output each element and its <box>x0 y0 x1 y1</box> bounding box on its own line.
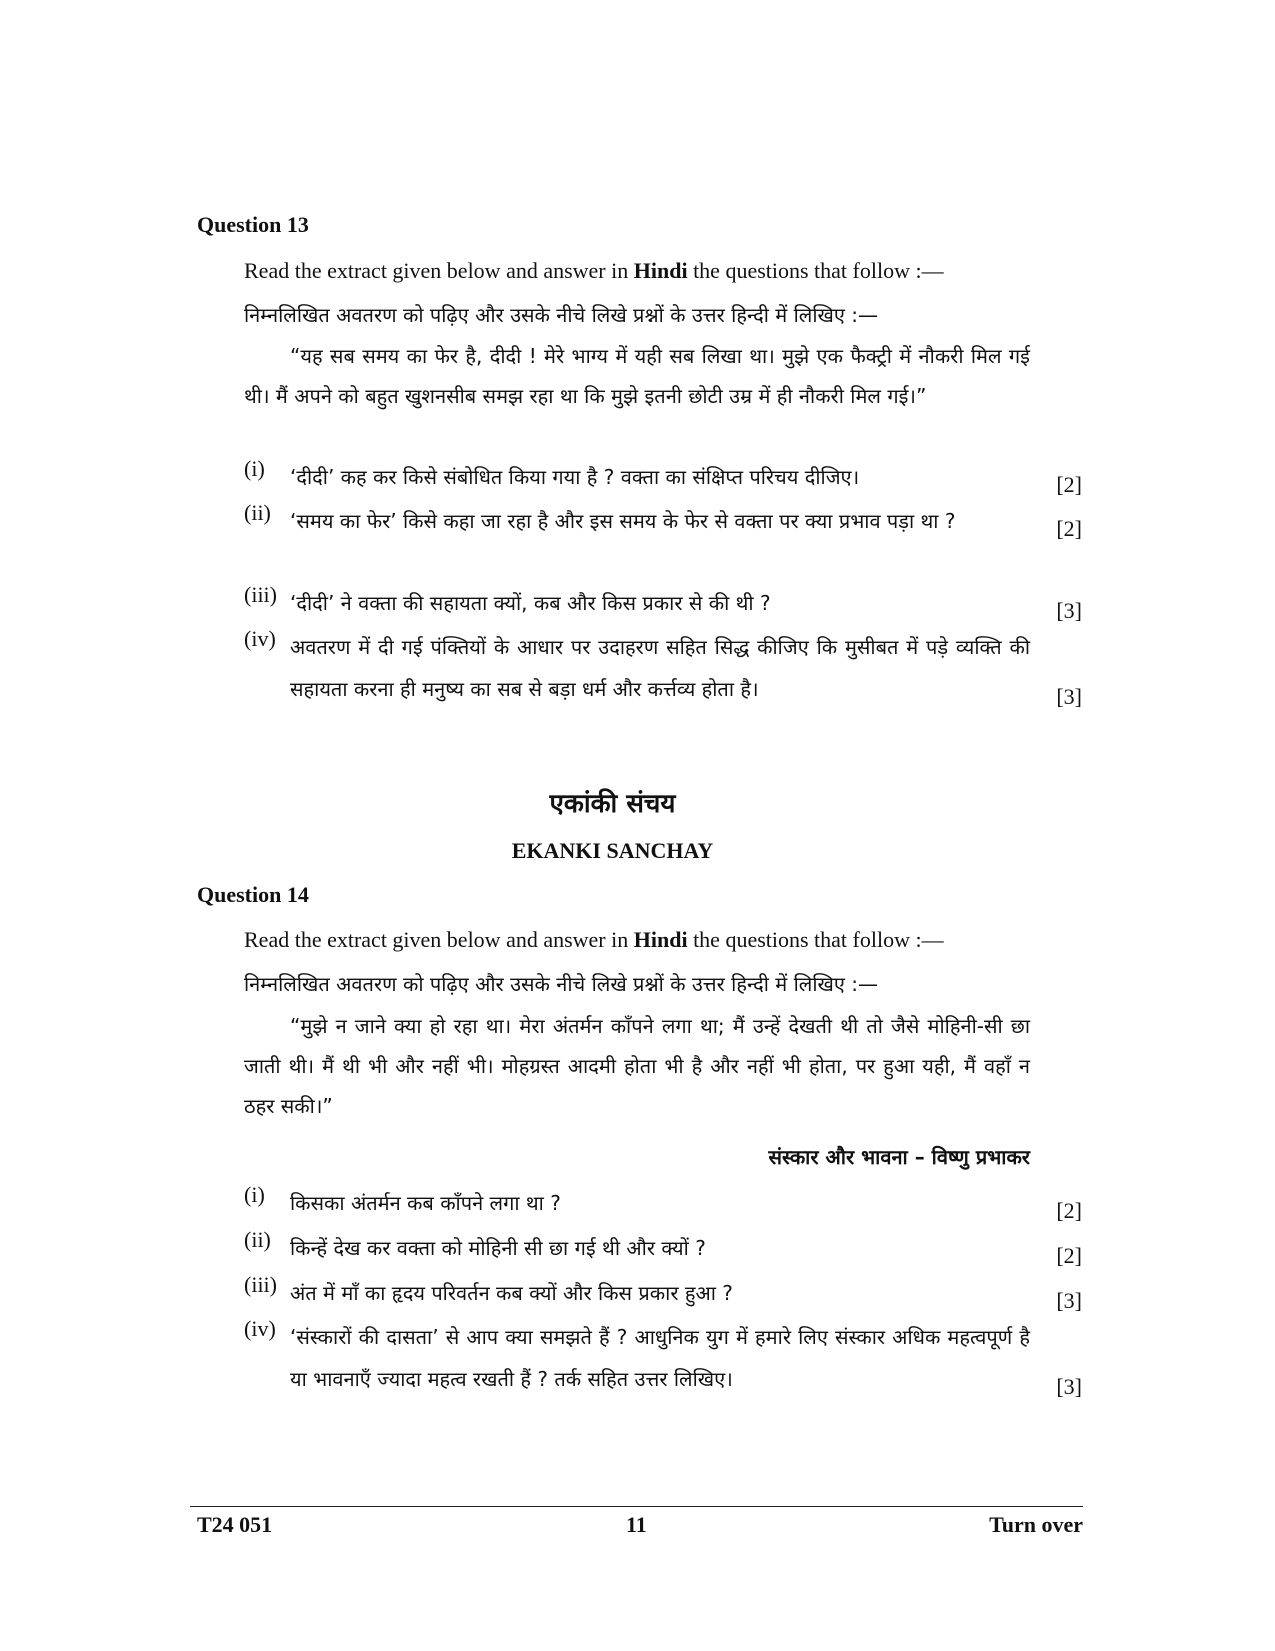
question-14-title: Question 14 <box>197 882 309 907</box>
item-text: ‘दीदी’ कह कर किसे संबोधित किया गया है ? वक्ता का संक्षिप्त परिचय दीजिए। <box>290 465 860 489</box>
item-text: किन्हें देख कर वक्ता को मोहिनी सी छा गई थी और क्यों ? <box>290 1236 706 1260</box>
item-text: ‘दीदी’ ने वक्ता की सहायता क्यों, कब और किस प्रकार से की थी ? <box>290 591 771 615</box>
section-title-english: EKANKI SANCHAY <box>511 838 714 863</box>
q13-item-iv <box>244 626 1082 710</box>
item-marks: [2] <box>1056 1243 1082 1268</box>
q14-item-iv <box>244 1316 1082 1400</box>
item-label: (iv) <box>244 626 276 651</box>
item-marks: [3] <box>1056 1374 1082 1399</box>
item-text: ‘संस्कारों की दासता’ से आप क्या समझते हैं ? आधुनिक युग में हमारे लिए संस्कार अधिक महत्वपूर्ण है या भावनाएँ ज्यादा महत्व रखती हैं ? तर्क सहित उत्तर लिखिए। <box>290 1325 1030 1391</box>
item-text: अवतरण में दी गई पंक्तियों के आधार पर उदाहरण सहित सिद्ध कीजिए कि मुसीबत में पड़े व्यक्ति की सहायता करना ही मनुष्य का सब से बड़ा धर्म और कर्त्तव्य होता है। <box>290 635 1030 701</box>
footer-turn-over: Turn over <box>989 1512 1083 1537</box>
item-label: (iv) <box>244 1316 276 1341</box>
footer-paper-code: T24 051 <box>197 1512 273 1537</box>
q14-item-ii <box>244 1227 1082 1269</box>
q13-instruction-english: Read the extract given below and answer in Hindi the questions that follow :— <box>244 258 944 283</box>
item-label: (i) <box>244 456 265 481</box>
item-label: (iii) <box>244 1272 277 1297</box>
q13-item-ii <box>244 500 1082 542</box>
section-title-hindi: एकांकी संचय <box>549 789 676 819</box>
item-marks: [2] <box>1056 472 1082 497</box>
item-text: किसका अंतर्मन कब काँपने लगा था ? <box>290 1191 561 1215</box>
q14-instruction-english: Read the extract given below and answer in Hindi the questions that follow :— <box>244 927 944 952</box>
item-label: (iii) <box>244 582 277 607</box>
footer-divider <box>190 1506 1083 1507</box>
q14-item-i <box>244 1182 1082 1224</box>
item-marks: [2] <box>1056 1198 1082 1223</box>
item-text: ‘समय का फेर’ किसे कहा जा रहा है और इस समय के फेर से वक्ता पर क्या प्रभाव पड़ा था ? <box>290 509 956 533</box>
item-label: (ii) <box>244 500 271 525</box>
q14-item-iii <box>244 1272 1082 1314</box>
q14-instruction-hindi: निम्नलिखित अवतरण को पढ़िए और उसके नीचे लिखे प्रश्नों के उत्तर हिन्दी में लिखिए :— <box>244 972 879 996</box>
item-marks: [3] <box>1056 1288 1082 1313</box>
item-marks: [2] <box>1056 516 1082 541</box>
question-13-title: Question 13 <box>197 212 309 237</box>
q14-attribution: संस्कार और भावना – विष्णु प्रभाकर <box>768 1145 1030 1169</box>
item-label: (ii) <box>244 1227 271 1252</box>
q13-item-iii <box>244 582 1082 624</box>
item-marks: [3] <box>1056 684 1082 709</box>
q13-extract: “यह सब समय का फेर है, दीदी ! मेरे भाग्य में यही सब लिखा था। मुझे एक फैक्ट्री में नौकरी मिल गई थी। मैं अपने को बहुत खुशनसीब समझ रहा था कि मुझे इतनी छोटी उम्र में ही नौकरी मिल गई।” <box>244 344 1030 408</box>
item-text: अंत में माँ का हृदय परिवर्तन कब क्यों और किस प्रकार हुआ ? <box>290 1281 733 1305</box>
q13-instruction-hindi: निम्नलिखित अवतरण को पढ़िए और उसके नीचे लिखे प्रश्नों के उत्तर हिन्दी में लिखिए :— <box>244 303 879 327</box>
item-marks: [3] <box>1056 598 1082 623</box>
q13-item-i <box>244 456 1082 498</box>
item-label: (i) <box>244 1182 265 1207</box>
q14-extract: “मुझे न जाने क्या हो रहा था। मेरा अंतर्मन काँपने लगा था; मैं उन्हें देखती थी तो जैसे मोहिनी-सी छा जाती थी। मैं थी भी और नहीं भी। मोहग्रस्त आदमी होता भी है और नहीं भी होता, पर हुआ यही, मैं वहाँ न ठहर सकी।” <box>244 1014 1030 1118</box>
footer-page-number: 11 <box>626 1512 647 1537</box>
